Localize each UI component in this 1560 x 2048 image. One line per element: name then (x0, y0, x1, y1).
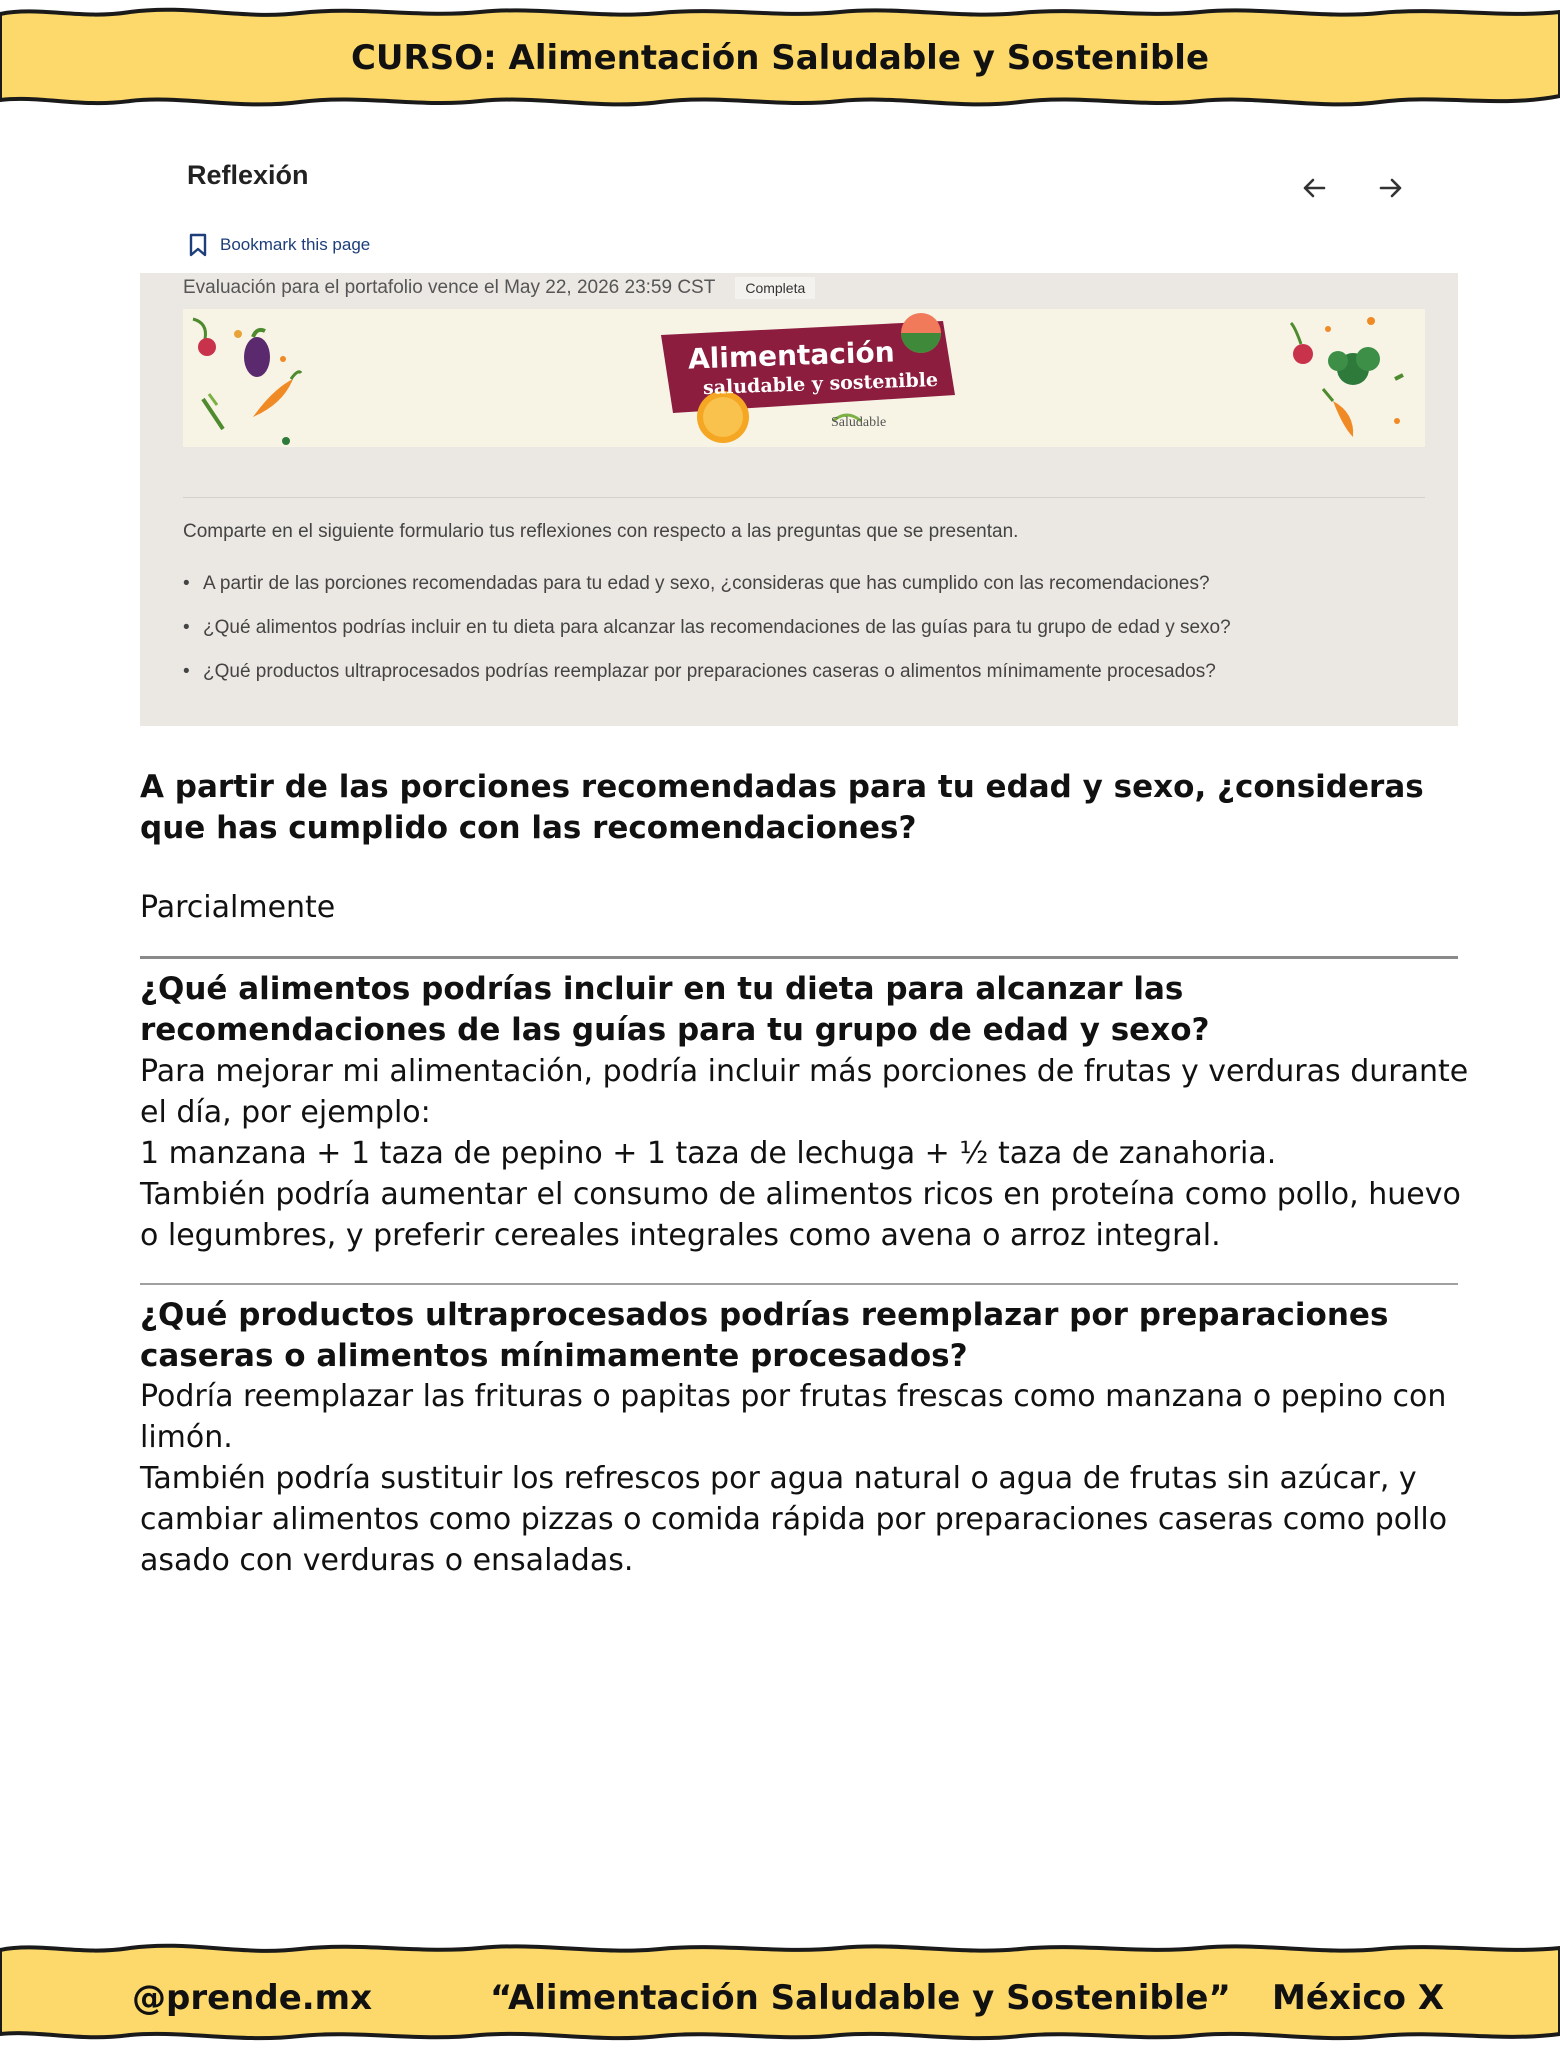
next-button[interactable] (1371, 168, 1411, 208)
question-heading-3: ¿Qué productos ultraprocesados podrías reemplazar por preparaciones caseras o alimentos mínimamente procesados? (140, 1297, 1389, 1374)
answer-line: Parcialmente (140, 890, 336, 925)
footer-band (0, 1930, 1560, 2048)
course-title: CURSO: Alimentación Saludable y Sostenible (350, 38, 1210, 78)
answer-line: Podría reemplazar las frituras o papitas por frutas frescas como manzana o pepino con limón. (140, 1379, 1447, 1455)
list-item: • A partir de las porciones recomendadas para tu edad y sexo, ¿consideras que has cumplido con las recomendaciones? (183, 573, 1231, 617)
banner-logo-text: Saludable (831, 415, 887, 430)
activity-panel (140, 273, 1458, 726)
bookmark-link[interactable] (188, 230, 370, 260)
arrow-left-icon (1294, 168, 1334, 208)
footer-course-name: “Alimentación Saludable y Sostenible” (490, 1978, 1231, 2018)
answer-line: 1 manzana + 1 taza de pepino + 1 taza de lechuga + ½ taza de zanahoria. (140, 1136, 1277, 1171)
question-heading-1: A partir de las porciones recomendadas para tu edad y sexo, ¿consideras que has cumplido con las recomendaciones? (140, 769, 1424, 846)
answer-1 (140, 887, 1470, 928)
question-heading-2: ¿Qué alimentos podrías incluir en tu dieta para alcanzar las recomendaciones de las guías para tu grupo de edad y sexo? (140, 971, 1210, 1048)
status-badge: Completa (735, 277, 815, 299)
bookmark-label: Bookmark this page (220, 235, 371, 254)
answer-2 (140, 1051, 1470, 1256)
answer-line: Para mejorar mi alimentación, podría incluir más porciones de frutas y verduras durante el día, por ejemplo: (140, 1054, 1469, 1130)
right-vegetables-illustration (1291, 317, 1403, 437)
questions-list (183, 573, 1231, 705)
page-heading: Reflexión (187, 160, 309, 190)
bookmark-icon (188, 233, 208, 257)
footer-handle: @prende.mx (132, 1978, 373, 2018)
evaluation-row (183, 277, 815, 299)
previous-button[interactable] (1294, 168, 1334, 208)
intro-text: Comparte en el siguiente formulario tus reflexiones con respecto a las preguntas que se presentan. (183, 521, 1019, 542)
left-vegetables-illustration (193, 319, 301, 445)
arrow-right-icon (1371, 168, 1411, 208)
answer-line: También podría sustituir los refrescos por agua natural o agua de frutas sin azúcar, y cambiar alimentos como pizzas o comida rápida por preparaciones caseras como pollo asado con verduras o ensaladas. (140, 1461, 1448, 1578)
course-banner (183, 309, 1425, 447)
section-divider (140, 956, 1458, 959)
section-divider (140, 1283, 1458, 1285)
panel-divider (183, 497, 1425, 498)
footer-location: México X (1272, 1978, 1445, 2018)
list-item: • ¿Qué alimentos podrías incluir en tu dieta para alcanzar las recomendaciones de las guías para tu grupo de edad y sexo? (183, 617, 1231, 661)
list-item: • ¿Qué productos ultraprocesados podrías reemplazar por preparaciones caseras o alimentos mínimamente procesados? (183, 661, 1231, 705)
evaluation-due-text: Evaluación para el portafolio vence el May 22, 2026 23:59 CST (183, 277, 716, 298)
banner-title: Alimentación (687, 335, 896, 376)
answer-line: También podría aumentar el consumo de alimentos ricos en proteína como pollo, huevo o legumbres, y preferir cereales integrales como avena o arroz integral. (140, 1177, 1461, 1253)
header-band (0, 0, 1560, 120)
banner-subtitle: saludable y sostenible (702, 368, 939, 400)
answer-3 (140, 1376, 1470, 1581)
